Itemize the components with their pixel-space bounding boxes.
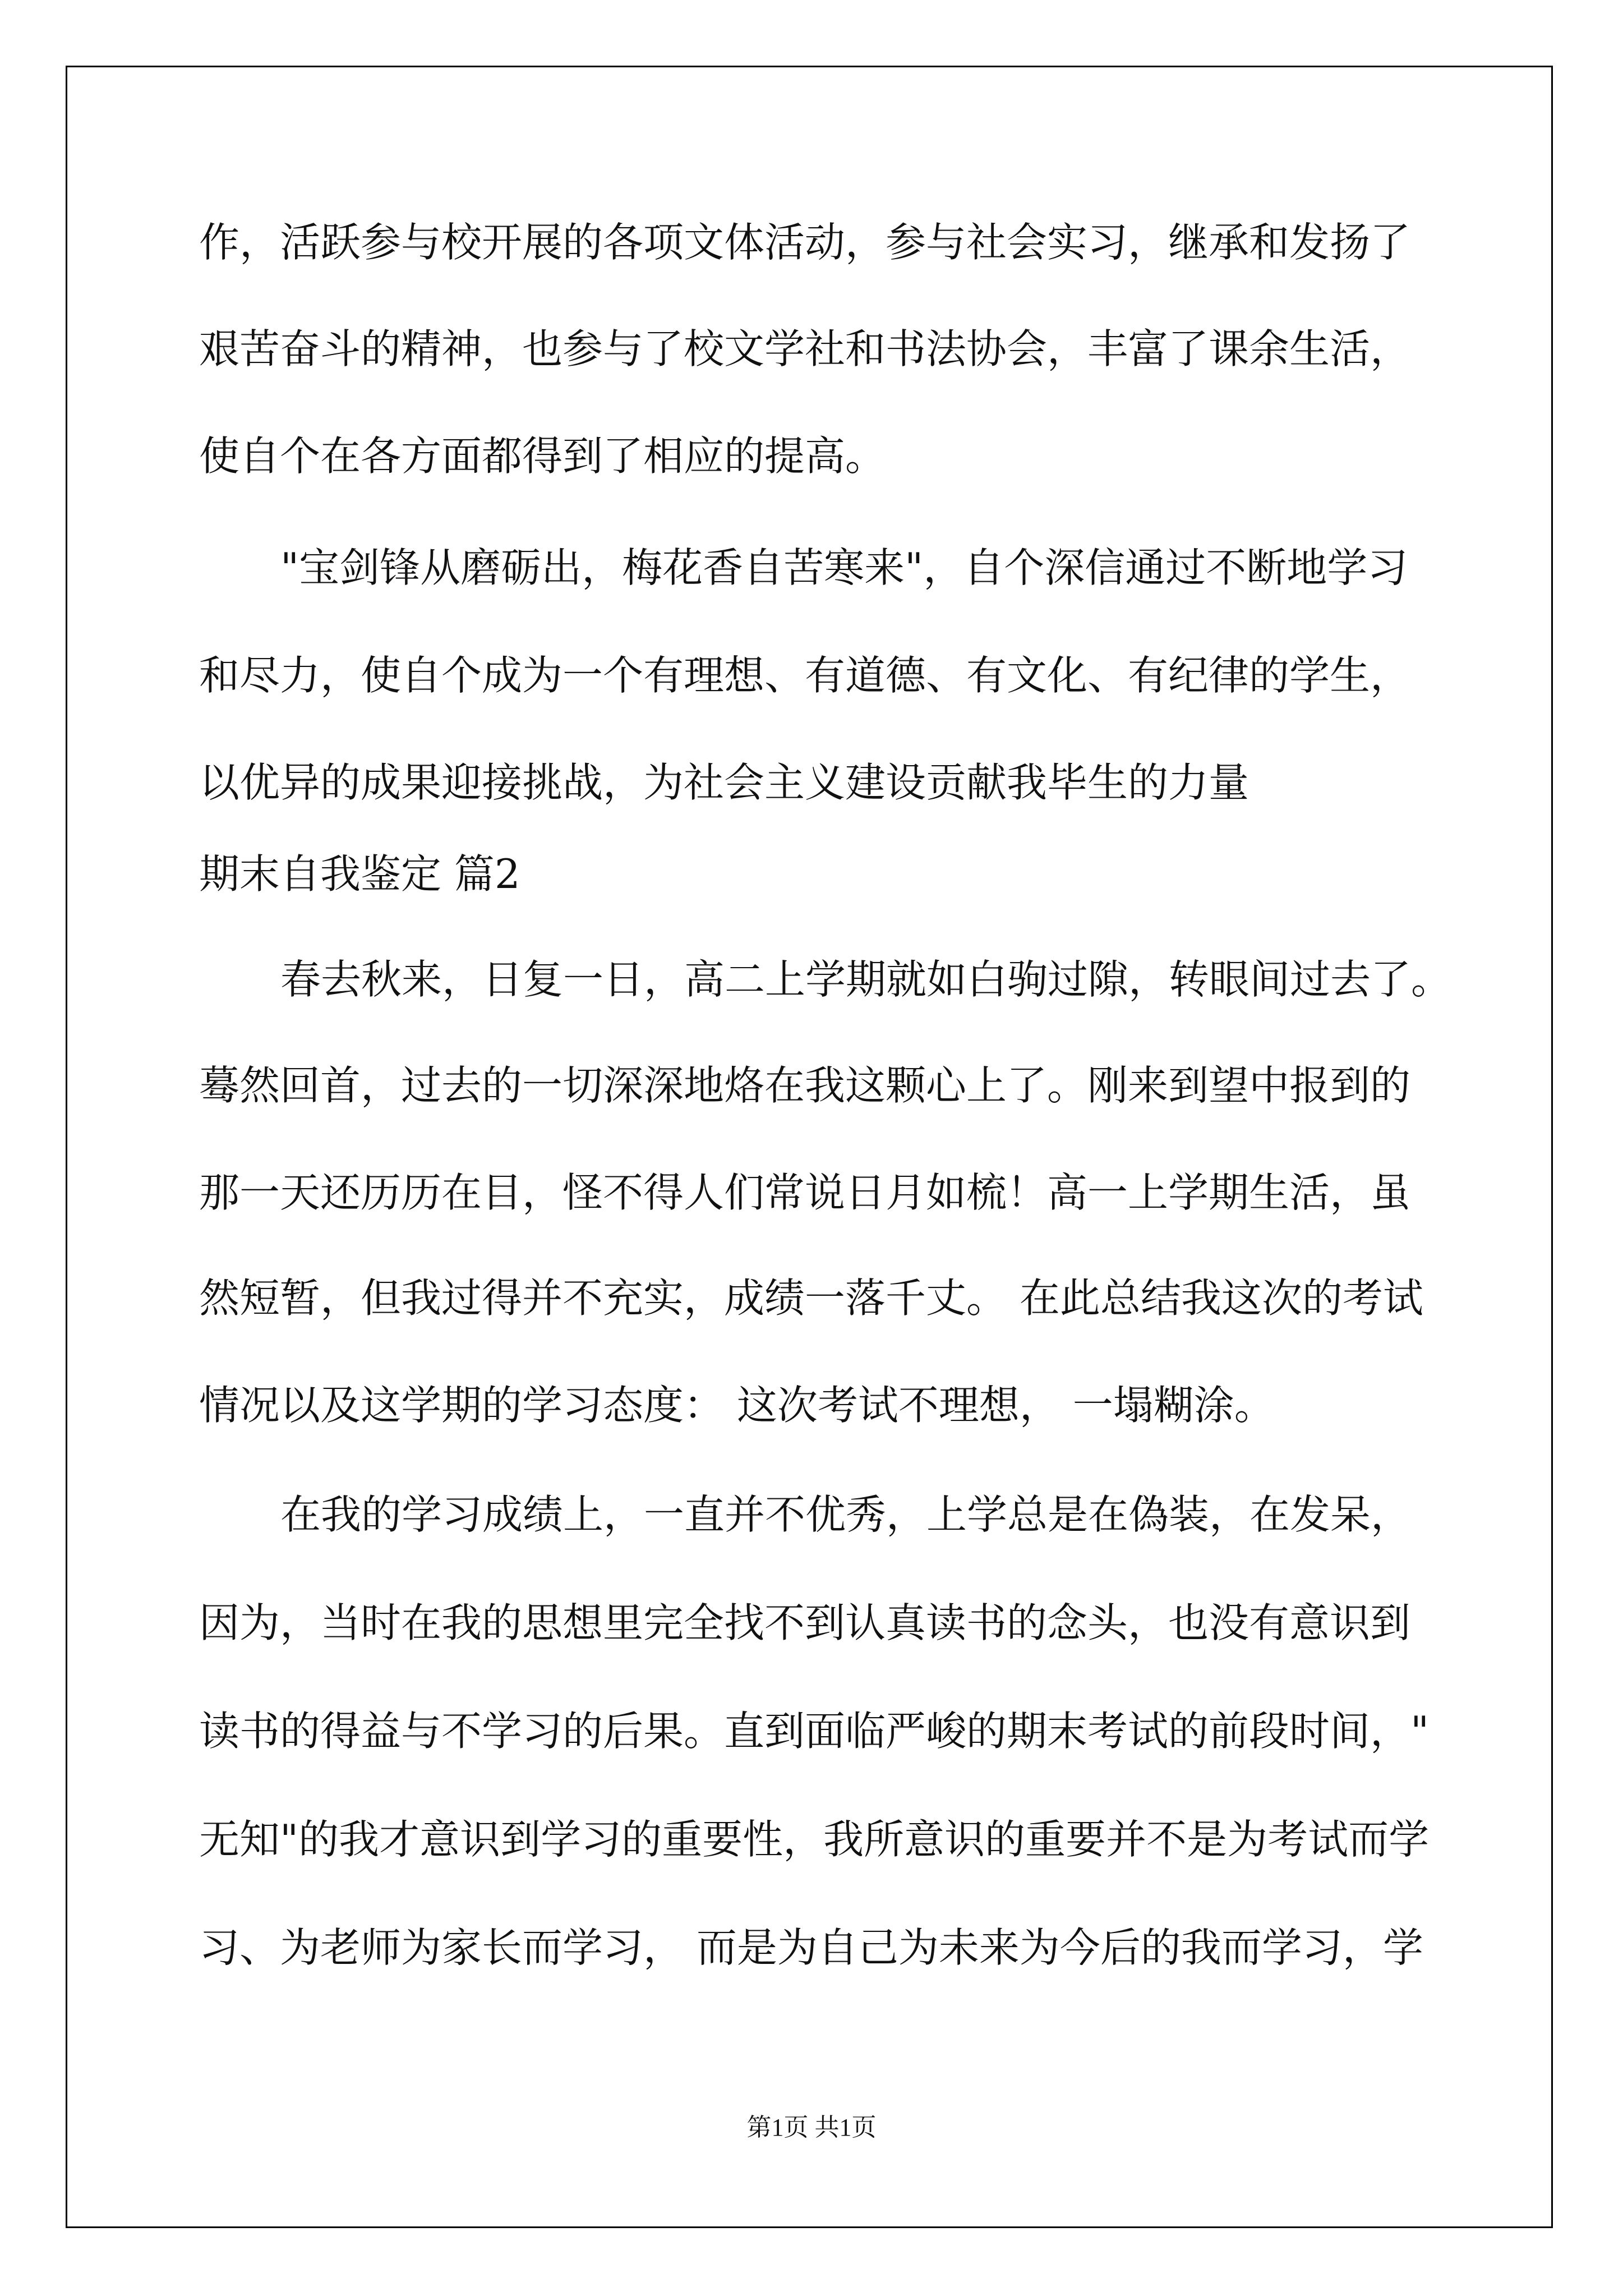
text-line: 情况以及这学期的学习态度： 这次考试不理想， 一塌糊涂。 bbox=[199, 1382, 1275, 1429]
text-line: 春去秋来，日复一日，高二上学期就如白驹过隙，转眼间过去了。 bbox=[280, 956, 1452, 1003]
page-border bbox=[66, 66, 1553, 2228]
text-line: 以优异的成果迎接挑战，为社会主义建设贡献我毕生的力量 bbox=[199, 759, 1249, 806]
text-line: 使自个在各方面都得到了相应的提高。 bbox=[199, 432, 886, 480]
page-footer: 第1页 共1页 bbox=[746, 2114, 877, 2141]
text-line: 和尽力，使自个成为一个有理想、有道德、有文化、有纪律的学生， bbox=[199, 652, 1411, 699]
text-line: 读书的得益与不学习的后果。直到面临严峻的期末考试的前段时间，" bbox=[199, 1708, 1430, 1755]
text-line: "宝剑锋从磨砺出，梅花香自苦寒来"，自个深信通过不断地学习 bbox=[280, 544, 1408, 591]
text-line: 艰苦奋斗的精神，也参与了校文学社和书法协会，丰富了课余生活， bbox=[199, 325, 1411, 372]
text-line: 然短暂，但我过得并不充实，成绩一落千丈。 在此总结我这次的考试 bbox=[199, 1274, 1423, 1322]
text-line: 在我的学习成绩上，一直并不优秀，上学总是在偽装，在发呆， bbox=[280, 1491, 1412, 1538]
text-line: 那一天还历历在目，怪不得人们常说日月如梳！高一上学期生活，虽 bbox=[199, 1169, 1411, 1216]
text-line: 蓦然回首，过去的一切深深地烙在我这颗心上了。刚来到望中报到的 bbox=[199, 1062, 1411, 1109]
text-line: 作，活跃参与校开展的各项文体活动，参与社会实习，继承和发扬了 bbox=[199, 219, 1411, 266]
section-heading: 期末自我鉴定 篇2 bbox=[199, 850, 520, 898]
text-line: 无知"的我才意识到学习的重要性，我所意识的重要并不是为考试而学 bbox=[199, 1816, 1430, 1863]
text-line: 因为，当时在我的思想里完全找不到认真读书的念头，也没有意识到 bbox=[199, 1599, 1411, 1646]
text-line: 习、为老师为家长而学习， 而是为自己为未来为今后的我而学习，学 bbox=[199, 1924, 1423, 1971]
